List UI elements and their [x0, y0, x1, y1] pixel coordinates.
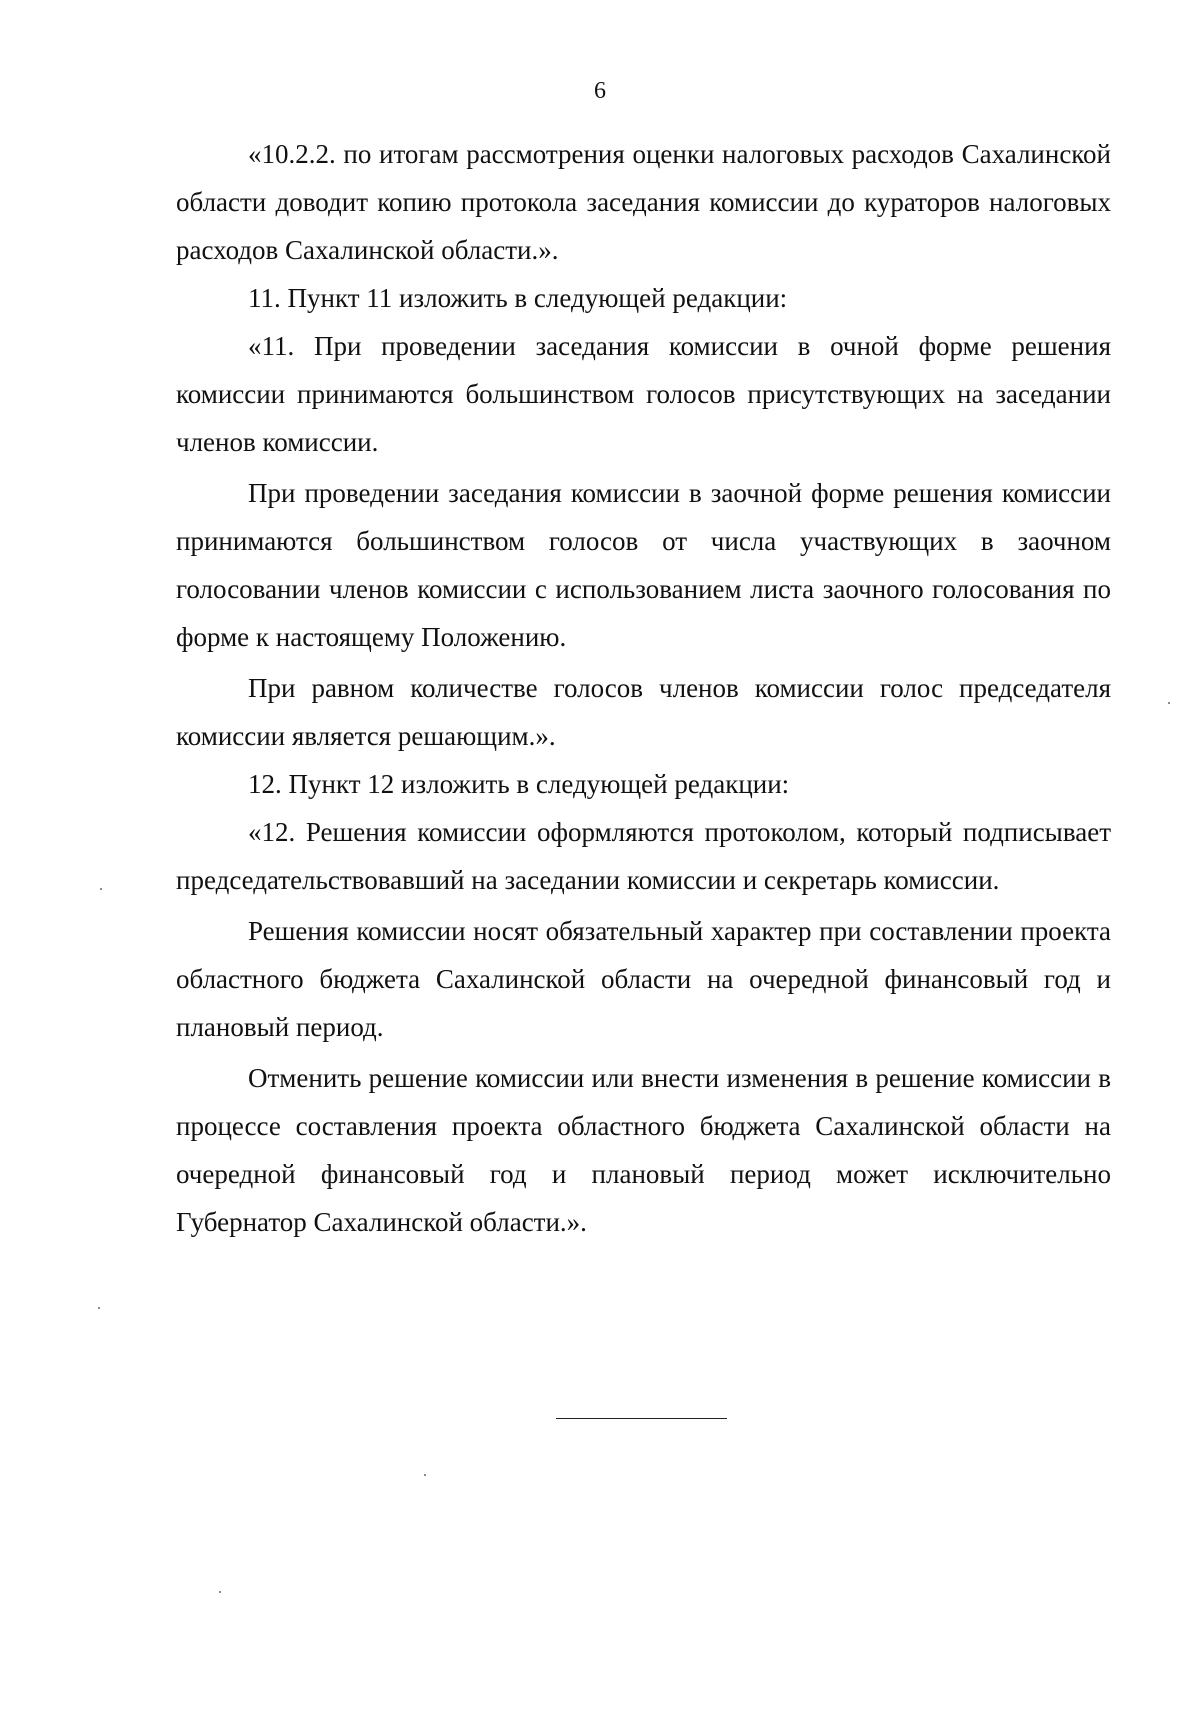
paragraph-item-11-heading: 11. Пункт 11 изложить в следующей редакции: — [248, 283, 788, 313]
paragraph-10-2-2: «10.2.2. по итогам рассмотрения оценки налоговых расходов Сахалинской области доводит копию протокола заседания комиссии до кураторов налоговых расходов Сахалинской области.». — [176, 139, 1111, 265]
paragraph-12-protocol: «12. Решения комиссии оформляются протоколом, который подписывает председательствовавший на заседании комиссии и секретарь комиссии. — [176, 817, 1111, 895]
paragraph-item-12-heading: 12. Пункт 12 изложить в следующей редакции: — [248, 769, 790, 799]
paragraph-12-governor: Отменить решение комиссии или внести изменения в решение комиссии в процессе составления проекта областного бюджета Сахалинской области на очередной финансовый год и плановый период может исключительно Губернатор Сахалинской области.». — [176, 1063, 1111, 1237]
scan-speck — [424, 1474, 426, 1476]
document-body — [176, 130, 1111, 1246]
closing-divider-line — [556, 1418, 727, 1419]
page-number: 6 — [594, 78, 606, 104]
paragraph-11-tie-vote: При равном количестве голосов членов комиссии голос председателя комиссии является решающим.». — [176, 673, 1111, 751]
scan-speck — [1168, 702, 1170, 704]
paragraph-12-binding: Решения комиссии носят обязательный характер при составлении проекта областного бюджета Сахалинской области на очередной финансовый год и плановый период. — [176, 916, 1111, 1042]
scan-speck — [98, 1307, 100, 1309]
scan-speck — [219, 1591, 221, 1593]
paragraph-11-in-person: «11. При проведении заседания комиссии в очной форме решения комиссии принимаются большинством голосов присутствующих на заседании членов комиссии. — [176, 331, 1111, 457]
scan-speck — [100, 888, 102, 890]
paragraph-11-absentee: При проведении заседания комиссии в заочной форме решения комиссии принимаются большинством голосов от числа участвующих в заочном голосовании членов комиссии с использованием листа заочного голосования по форме к настоящему Положению. — [176, 478, 1111, 652]
